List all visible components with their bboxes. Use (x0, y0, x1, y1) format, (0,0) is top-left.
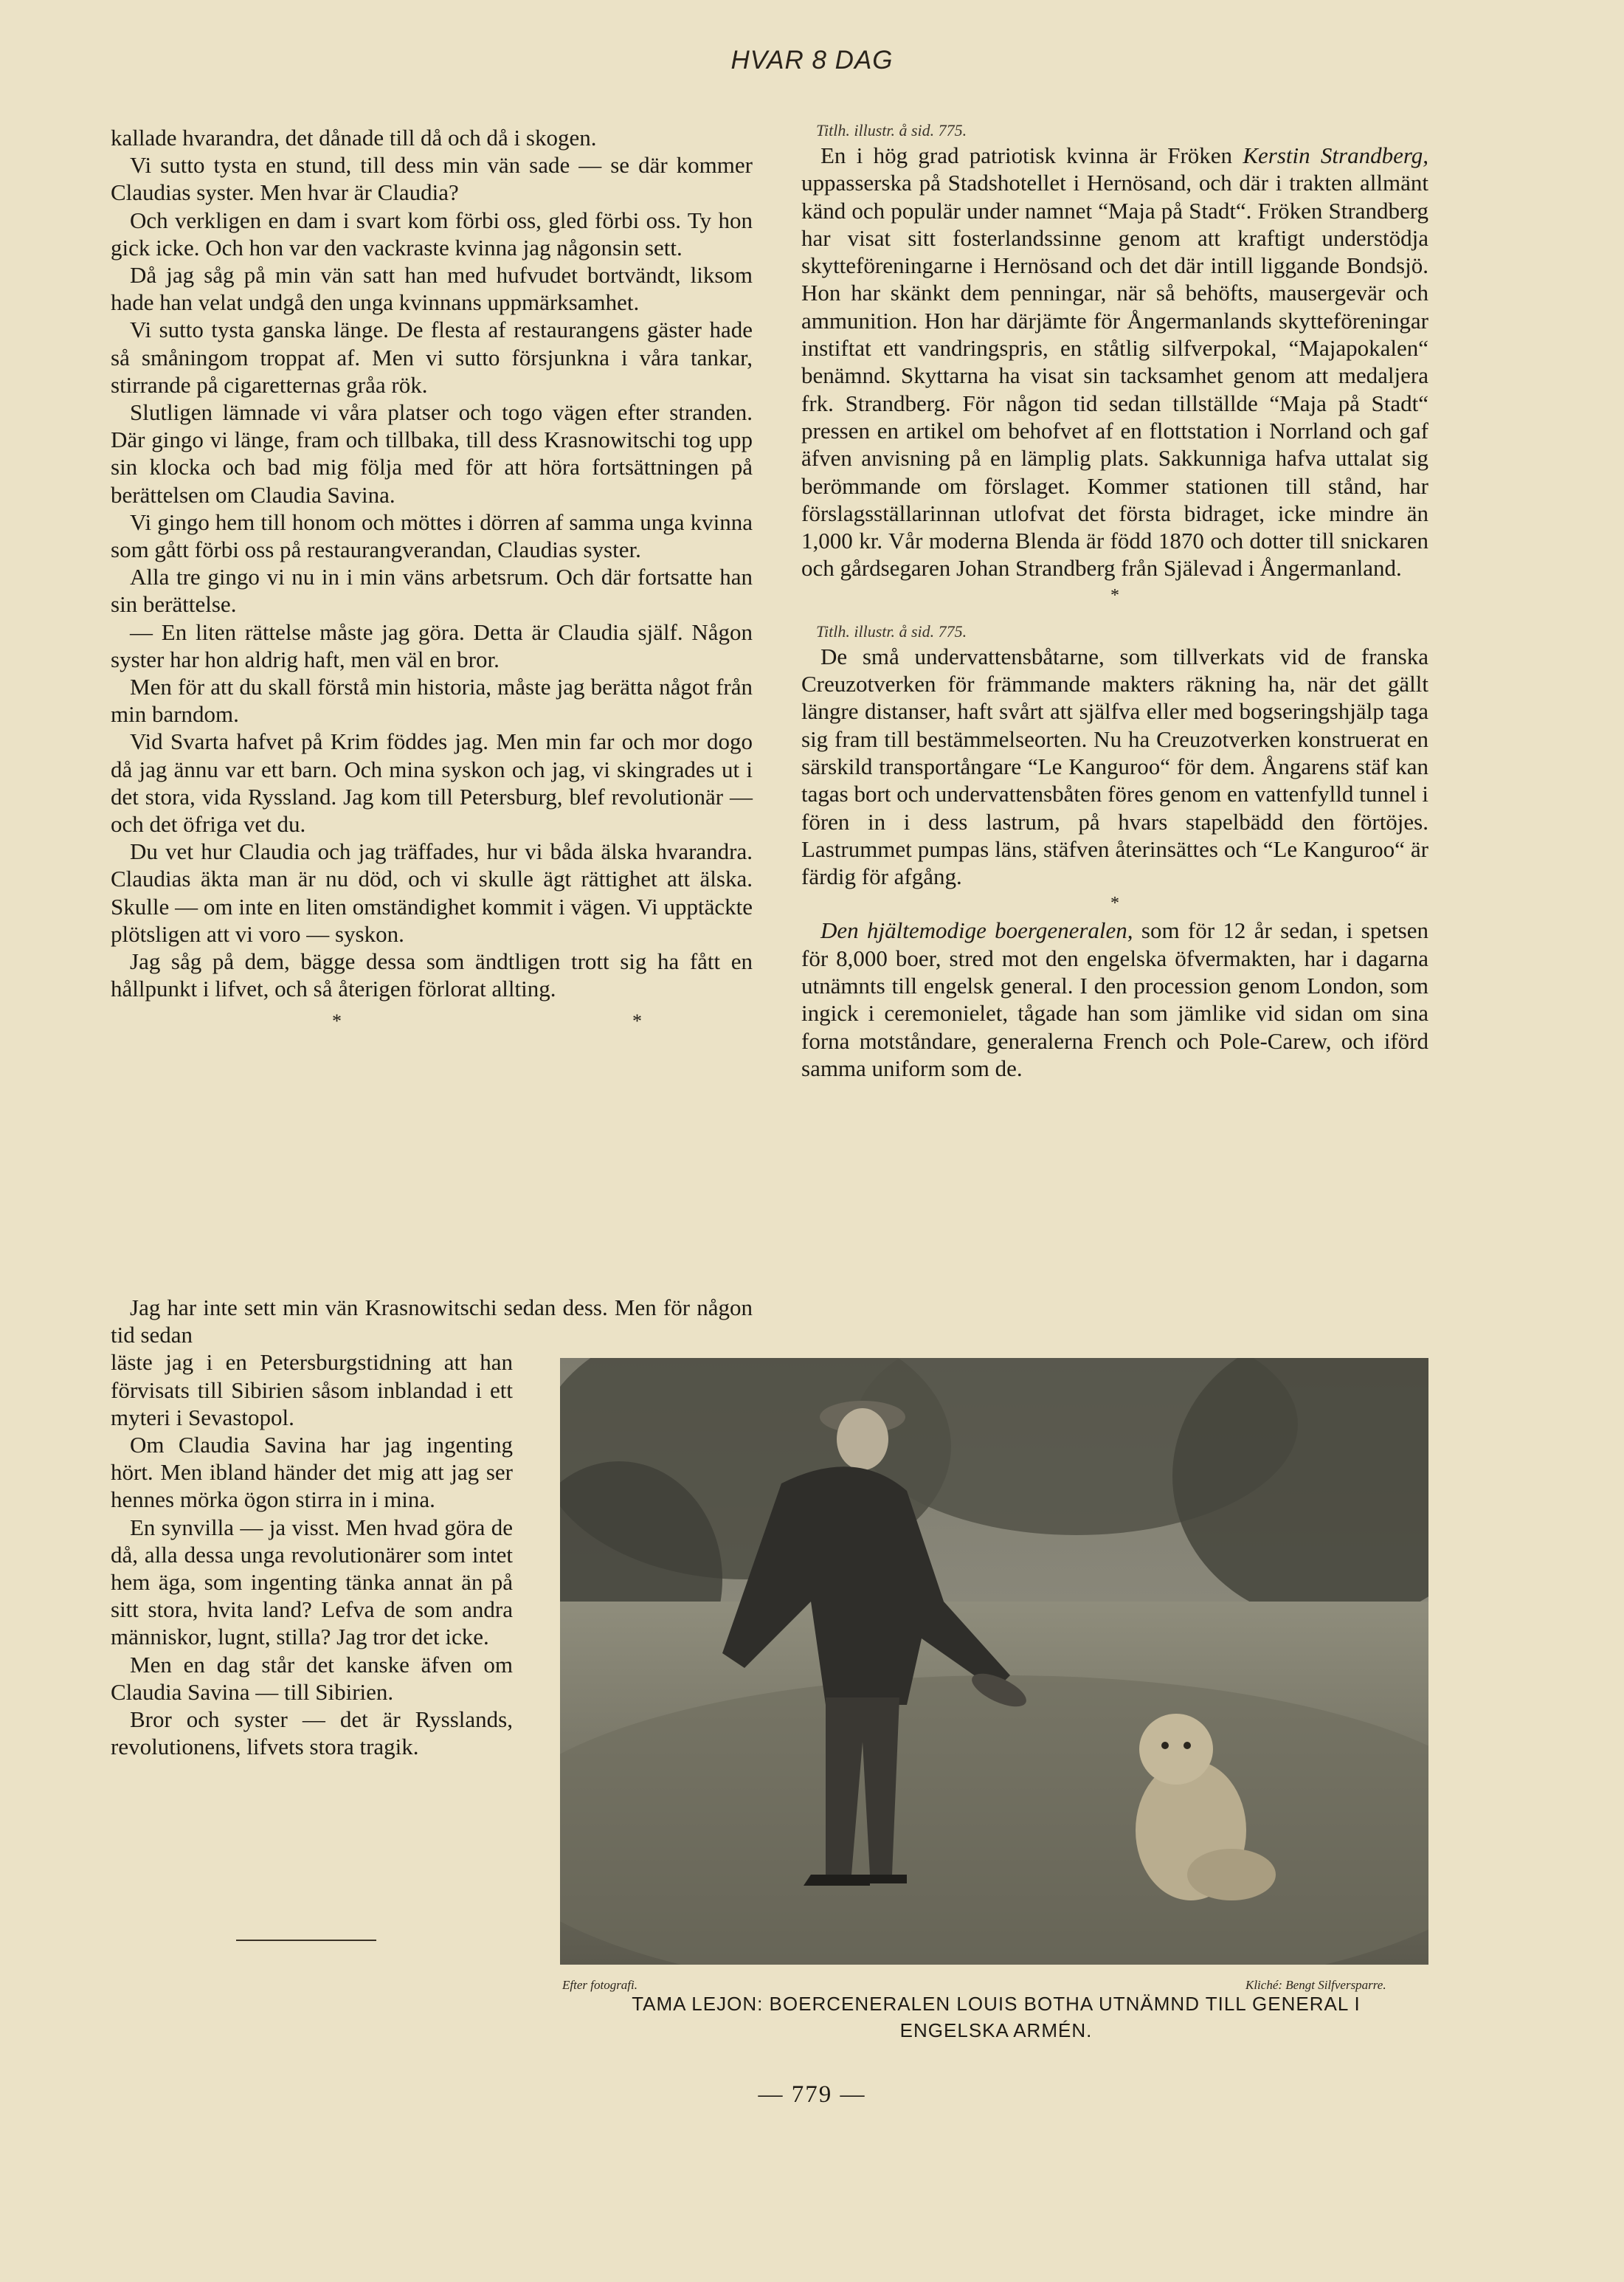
separator-star: * (1110, 585, 1119, 605)
text: som för 12 år sedan, i spetsen för 8,000 boer, stred mot den engelska öfvermakten, har i dagarna utnämnts till engelsk general. I den procession genom London, som ingick i ceremonielet, tågade han som jämlike vid sidan om sina forna motståndare, generalerna French och Pole-Carew, och iförd samma uniform som de. (801, 917, 1428, 1081)
section-separator (111, 1003, 753, 1042)
photo-credit: Efter fotografi. (562, 1978, 637, 1992)
star-right: * (632, 1010, 642, 1032)
paragraph: Då jag såg på min vän satt han med hufvudet bortvändt, liksom hade han velat undgå den unga kvinnans uppmärksamhet. (111, 262, 753, 316)
paragraph: Alla tre gingo vi nu in i min väns arbetsrum. Och där fortsatte han sin berättelse. (111, 564, 753, 618)
separator-star: * (1110, 894, 1119, 914)
paragraph: Vi sutto tysta en stund, till dess min vän sade — se där kommer Claudias syster. Men hvar är Claudia? (111, 152, 753, 206)
cliche-credit: Kliché: Bengt Silfversparre. (1245, 1978, 1386, 1992)
paragraph: läste jag i en Petersburgstidning att han förvisats till Sibirien såsom inblandad i ett myteri i Sevastopol. (111, 1349, 513, 1430)
paragraph: Om Claudia Savina har jag ingenting hört. Men ibland händer det mig att jag ser hennes mörka ögon stirra in i mina. (111, 1432, 513, 1513)
paragraph: En synvilla — ja visst. Men hvad göra de då, alla dessa unga revolutionärer som intet hem äga, som ingenting tänka annat än på sitt stora, hvita land? Lefva de som andra människor, lugnt, stilla? Jag tror det icke. (111, 1514, 513, 1650)
paragraph: Men en dag står det kanske äfven om Claudia Savina — till Sibirien. (111, 1651, 513, 1705)
paragraph: Slutligen lämnade vi våra platser och togo vägen efter stranden. Där gingo vi länge, fram och tillbaka, till dess Krasnowitschi tog upp sin klocka och bad mig följa med för att höra fortsättningen på berättelsen om Claudia Savina. (111, 399, 753, 508)
paragraph: Jag har inte sett min vän Krasnowitschi sedan dess. Men för någon tid sedan (111, 1295, 753, 1348)
paragraph-strandberg (801, 142, 1428, 582)
star-left: * (332, 1010, 342, 1032)
illustration-credit: Titlh. illustr. å sid. 775. (816, 121, 967, 139)
caption-line: TAMA LEJON: BOERCENERALEN LOUIS BOTHA UTNÄMND TILL GENERAL I (632, 1993, 1361, 2015)
caption-line: ENGELSKA ARMÉN. (899, 2019, 1093, 2041)
paragraph: Vid Svarta hafvet på Krim föddes jag. Men min far och mor dogo då jag ännu var ett barn. Och mina syskon och jag, vi skingrades ut i det stora, vida Ryssland. Jag kom till Petersburg, blef revolutionär — och det öfriga vet du. (111, 728, 753, 838)
paragraph: Vi sutto tysta ganska länge. De flesta af restaurangens gäster hade så småningom troppat af. Men vi sutto försjunkna i våra tankar, stirrande på cigaretternas gråa rök. (111, 317, 753, 398)
paragraph-kanguroo: De små undervattensbåtarne, som tillverkats vid de franska Creuzotverken för främmande makters räkning ha, när det gällt längre distanser, haft svårt att själfva eller med bogseringshjälp taga sig fram till bestämmelseorten. Nu ha Creuzotverken konstruerat en särskild transportångare “Le Kanguroo“ för dem. Ångarens stäf kan tagas bort och undervattensbåten föres genom en vattenfylld tunnel i fören in i dess lastrum, på hvars stapelbädd den förtöjes. Lastrummet pumpas läns, stäfven återinsättes och “Le Kanguroo“ är färdig för afgång. (801, 643, 1428, 890)
name-italic: Kerstin Strandberg, (1243, 142, 1428, 168)
paragraph: Du vet hur Claudia och jag träffades, hur vi båda älska hvarandra. Claudias äkta man är nu död, och vi skulle ägt rättighet att älska. Skulle — om inte en liten omständighet kommit i vägen. Vi upptäckte plötsligen att vi voro — syskon. (111, 838, 753, 947)
narrow-text (111, 1348, 513, 1760)
paragraph: Och verkligen en dam i svart kom förbi oss, gled förbi oss. Ty hon gick icke. Och hon var den vackraste kvinna jag någonsin sett. (111, 207, 753, 261)
illustration-credit: Titlh. illustr. å sid. 775. (816, 621, 967, 641)
page-number: — 779 — (758, 2081, 866, 2108)
photograph-botha-lion (560, 1358, 1428, 1965)
paragraph: Men för att du skall förstå min historia, måste jag berätta något från min barndom. (111, 674, 753, 728)
photo-caption (516, 1990, 1476, 2044)
paragraph: kallade hvarandra, det dånade till då och då i skogen. (111, 125, 597, 151)
text: uppasserska på Stadshotellet i Hernösand, och där i trakten allmänt känd och populär under namnet “Maja på Stadt“. Fröken Strandberg har visat sitt fosterlandssinne genom att kraftigt understödja skytteföreningarne i Hernösand och det där intill liggande Bondsjö. Hon har skänkt dem penningar, när så behöfts, mausergevär och ammunition. Hon har därjämte för Ångermanlands skytteföreningar instiftat ett vandringspris, en ståtlig silfverpokal, “Majapokalen“ benämnd. Skyttarna ha visat sin tacksamhet genom att medaljera frk. Strandberg. För någon tid sedan tillställde “Maja på Stadt“ pressen en artikel om behofvet af en flottstation i Norrland och gaf äfven anvisning på en lämplig plats. Sakkunniga hafva uttalat sig berömmande om förslaget. Kommer stationen till stånd, har förslagsställarinnan utlofvat det första bidraget, icke mindre än 1,000 kr. Vår moderna Blenda är född 1870 och dotter till snickaren och gårdsegaren Johan Strandberg från Själevad i Ångermanland. (801, 170, 1428, 582)
paragraph: Bror och syster — det är Rysslands, revolutionens, lifvets stora tragik. (111, 1706, 513, 1760)
left-column (111, 124, 753, 1042)
paragraph: — En liten rättelse måste jag göra. Detta är Claudia själf. Någon syster har hon aldrig haft, men väl en bror. (111, 618, 753, 672)
text: En i hög grad patriotisk kvinna är Fröken (820, 142, 1243, 168)
right-column (801, 120, 1428, 1082)
paragraph: Jag såg på dem, bägge dessa som ändtligen trott sig ha fått en hållpunkt i lifvet, och så återigen förlorat allting. (111, 948, 753, 1002)
title-italic: Den hjältemodige boergeneralen, (820, 917, 1133, 944)
photo-illustration (560, 1358, 1428, 1965)
paragraph: Vi gingo hem till honom och möttes i dörren af samma unga kvinna som gått förbi oss på restaurangverandan, Claudias syster. (111, 509, 753, 563)
page-header: HVAR 8 DAG (730, 46, 894, 75)
paragraph-boer (801, 917, 1428, 1082)
end-rule (236, 1940, 376, 1941)
